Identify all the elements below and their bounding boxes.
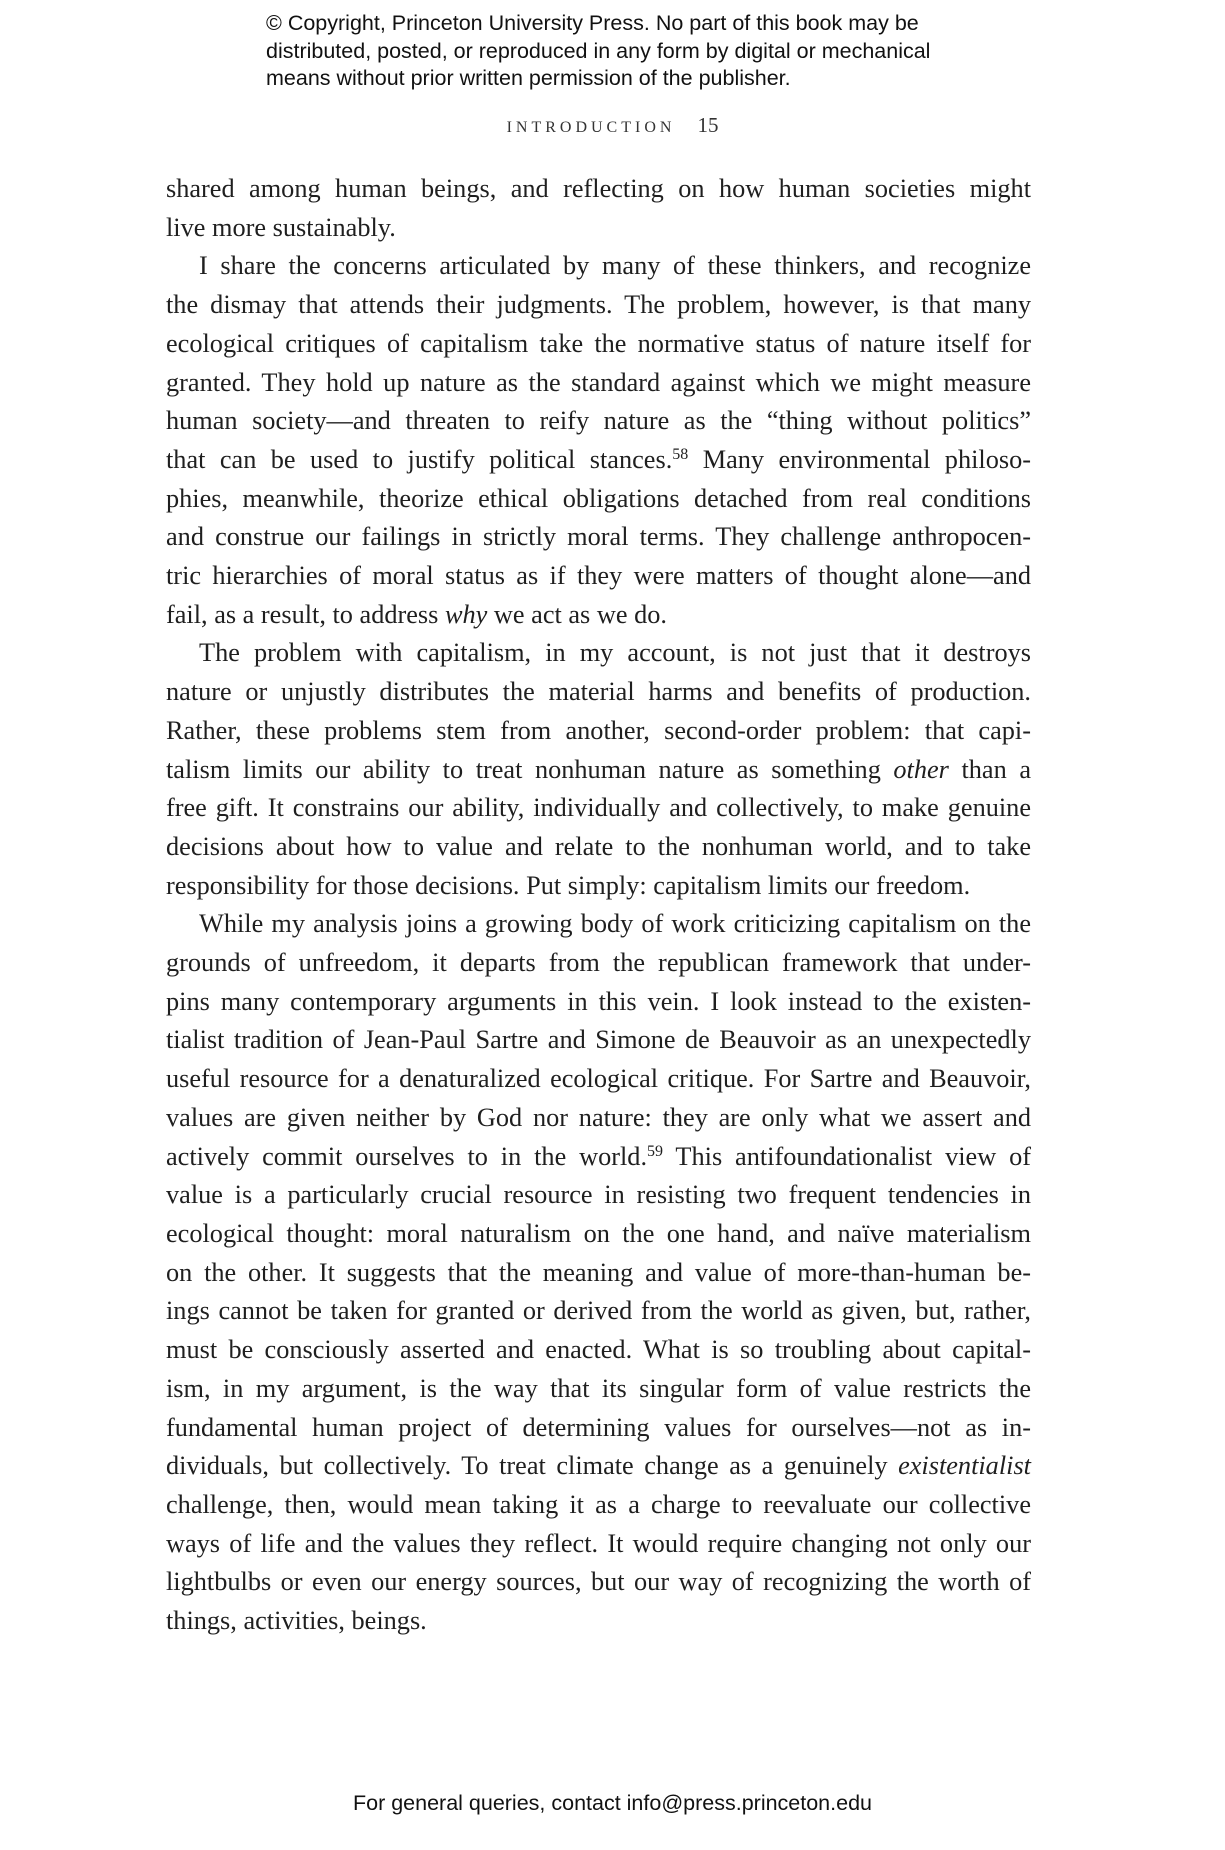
body-text bbox=[166, 170, 1031, 1641]
text-span: dividuals, but collectively. To treat climate change as a genuinely bbox=[166, 1451, 899, 1481]
copyright-notice bbox=[266, 10, 1026, 93]
text-line: responsibility for those decisions. Put simply: capitalism limits our freedom. bbox=[166, 870, 971, 900]
text-line: ings cannot be taken for granted or derived from the world as given, but, rather, bbox=[166, 1296, 1031, 1326]
text-span: This antifoundationalist view of bbox=[663, 1141, 1031, 1171]
text-span: talism limits our ability to treat nonhuman nature as something bbox=[166, 754, 894, 784]
text-line: human society—and threaten to reify nature as the “thing without politics” bbox=[166, 406, 1031, 436]
footnote-ref: 59 bbox=[647, 1142, 664, 1160]
text-span: fail, as a result, to address bbox=[166, 599, 445, 629]
text-line bbox=[166, 1138, 1031, 1177]
text-line: fundamental human project of determining values for ourselves—not as in- bbox=[166, 1412, 1031, 1442]
text-line: tialist tradition of Jean-Paul Sartre and Simone de Beauvoir as an unexpectedly bbox=[166, 1025, 1031, 1055]
text-line: The problem with capitalism, in my account, is not just that it destroys bbox=[199, 638, 1031, 668]
copyright-line: © Copyright, Princeton University Press. No part of this book may be bbox=[266, 11, 919, 35]
emphasis: why bbox=[444, 599, 488, 629]
text-line: things, activities, beings. bbox=[166, 1606, 427, 1636]
text-line: While my analysis joins a growing body of work criticizing capitalism on the bbox=[199, 909, 1031, 939]
text-line bbox=[166, 1447, 1031, 1486]
text-line: lightbulbs or even our energy sources, but our way of recognizing the worth of bbox=[166, 1567, 1031, 1597]
page-number: 15 bbox=[697, 113, 719, 137]
running-head-title: INTRODUCTION bbox=[506, 119, 676, 136]
text-line: live more sustainably. bbox=[166, 212, 396, 242]
text-line: value is a particularly crucial resource in resisting two frequent tendencies in bbox=[166, 1180, 1031, 1210]
text-line: ism, in my argument, is the way that its singular form of value restricts the bbox=[166, 1373, 1031, 1403]
copyright-line: means without prior written permission of the publisher. bbox=[266, 66, 791, 90]
text-line: granted. They hold up nature as the standard against which we might measure bbox=[166, 367, 1031, 397]
emphasis: other bbox=[893, 754, 949, 784]
text-line: and construe our failings in strictly moral terms. They challenge anthropocen- bbox=[166, 522, 1031, 552]
text-line: must be consciously asserted and enacted. What is so troubling about capital- bbox=[166, 1335, 1031, 1365]
running-head bbox=[0, 113, 1225, 138]
text-line: Rather, these problems stem from another, second-order problem: that capi- bbox=[166, 715, 1031, 745]
text-line: free gift. It constrains our ability, individually and collectively, to make genuine bbox=[166, 793, 1031, 823]
text-line: ecological thought: moral naturalism on the one hand, and naïve materialism bbox=[166, 1218, 1031, 1248]
text-line bbox=[166, 596, 1031, 635]
text-line: tric hierarchies of moral status as if they were matters of thought alone—and bbox=[166, 561, 1031, 591]
text-span: actively commit ourselves to in the world. bbox=[166, 1141, 648, 1171]
text-line: challenge, then, would mean taking it as a charge to reevaluate our collective bbox=[166, 1489, 1031, 1519]
text-span: Many environmental philoso- bbox=[688, 444, 1031, 474]
text-line: grounds of unfreedom, it departs from the republican framework that under- bbox=[166, 948, 1031, 978]
text-span: that can be used to justify political stances. bbox=[166, 444, 673, 474]
footnote-ref: 58 bbox=[672, 445, 689, 463]
text-line: phies, meanwhile, theorize ethical obligations detached from real conditions bbox=[166, 483, 1031, 513]
text-line: ecological critiques of capitalism take the normative status of nature itself for bbox=[166, 328, 1031, 358]
text-line: the dismay that attends their judgments. The problem, however, is that many bbox=[166, 290, 1031, 320]
text-line: nature or unjustly distributes the material harms and benefits of production. bbox=[166, 677, 1031, 707]
text-line bbox=[166, 441, 1031, 480]
text-line: I share the concerns articulated by many of these thinkers, and recognize bbox=[199, 251, 1031, 281]
contact-footer: For general queries, contact info@press.princeton.edu bbox=[352, 1791, 872, 1815]
text-span: we act as we do. bbox=[487, 599, 667, 629]
text-line: decisions about how to value and relate to the nonhuman world, and to take bbox=[166, 831, 1031, 861]
text-line: on the other. It suggests that the meaning and value of more-than-human be- bbox=[166, 1257, 1031, 1287]
copyright-line: distributed, posted, or reproduced in any form by digital or mechanical bbox=[266, 38, 931, 63]
text-line: shared among human beings, and reflecting on how human societies might bbox=[166, 174, 1031, 203]
emphasis: existentialist bbox=[898, 1451, 1031, 1481]
text-line: ways of life and the values they reflect. It would require changing not only our bbox=[166, 1528, 1031, 1558]
text-line: values are given neither by God nor nature: they are only what we assert and bbox=[166, 1102, 1031, 1132]
text-line bbox=[166, 751, 1031, 790]
text-line: useful resource for a denaturalized ecological critique. For Sartre and Beauvoir, bbox=[166, 1064, 1031, 1094]
text-line: pins many contemporary arguments in this vein. I look instead to the existen- bbox=[166, 986, 1031, 1016]
text-span: than a bbox=[948, 754, 1031, 784]
